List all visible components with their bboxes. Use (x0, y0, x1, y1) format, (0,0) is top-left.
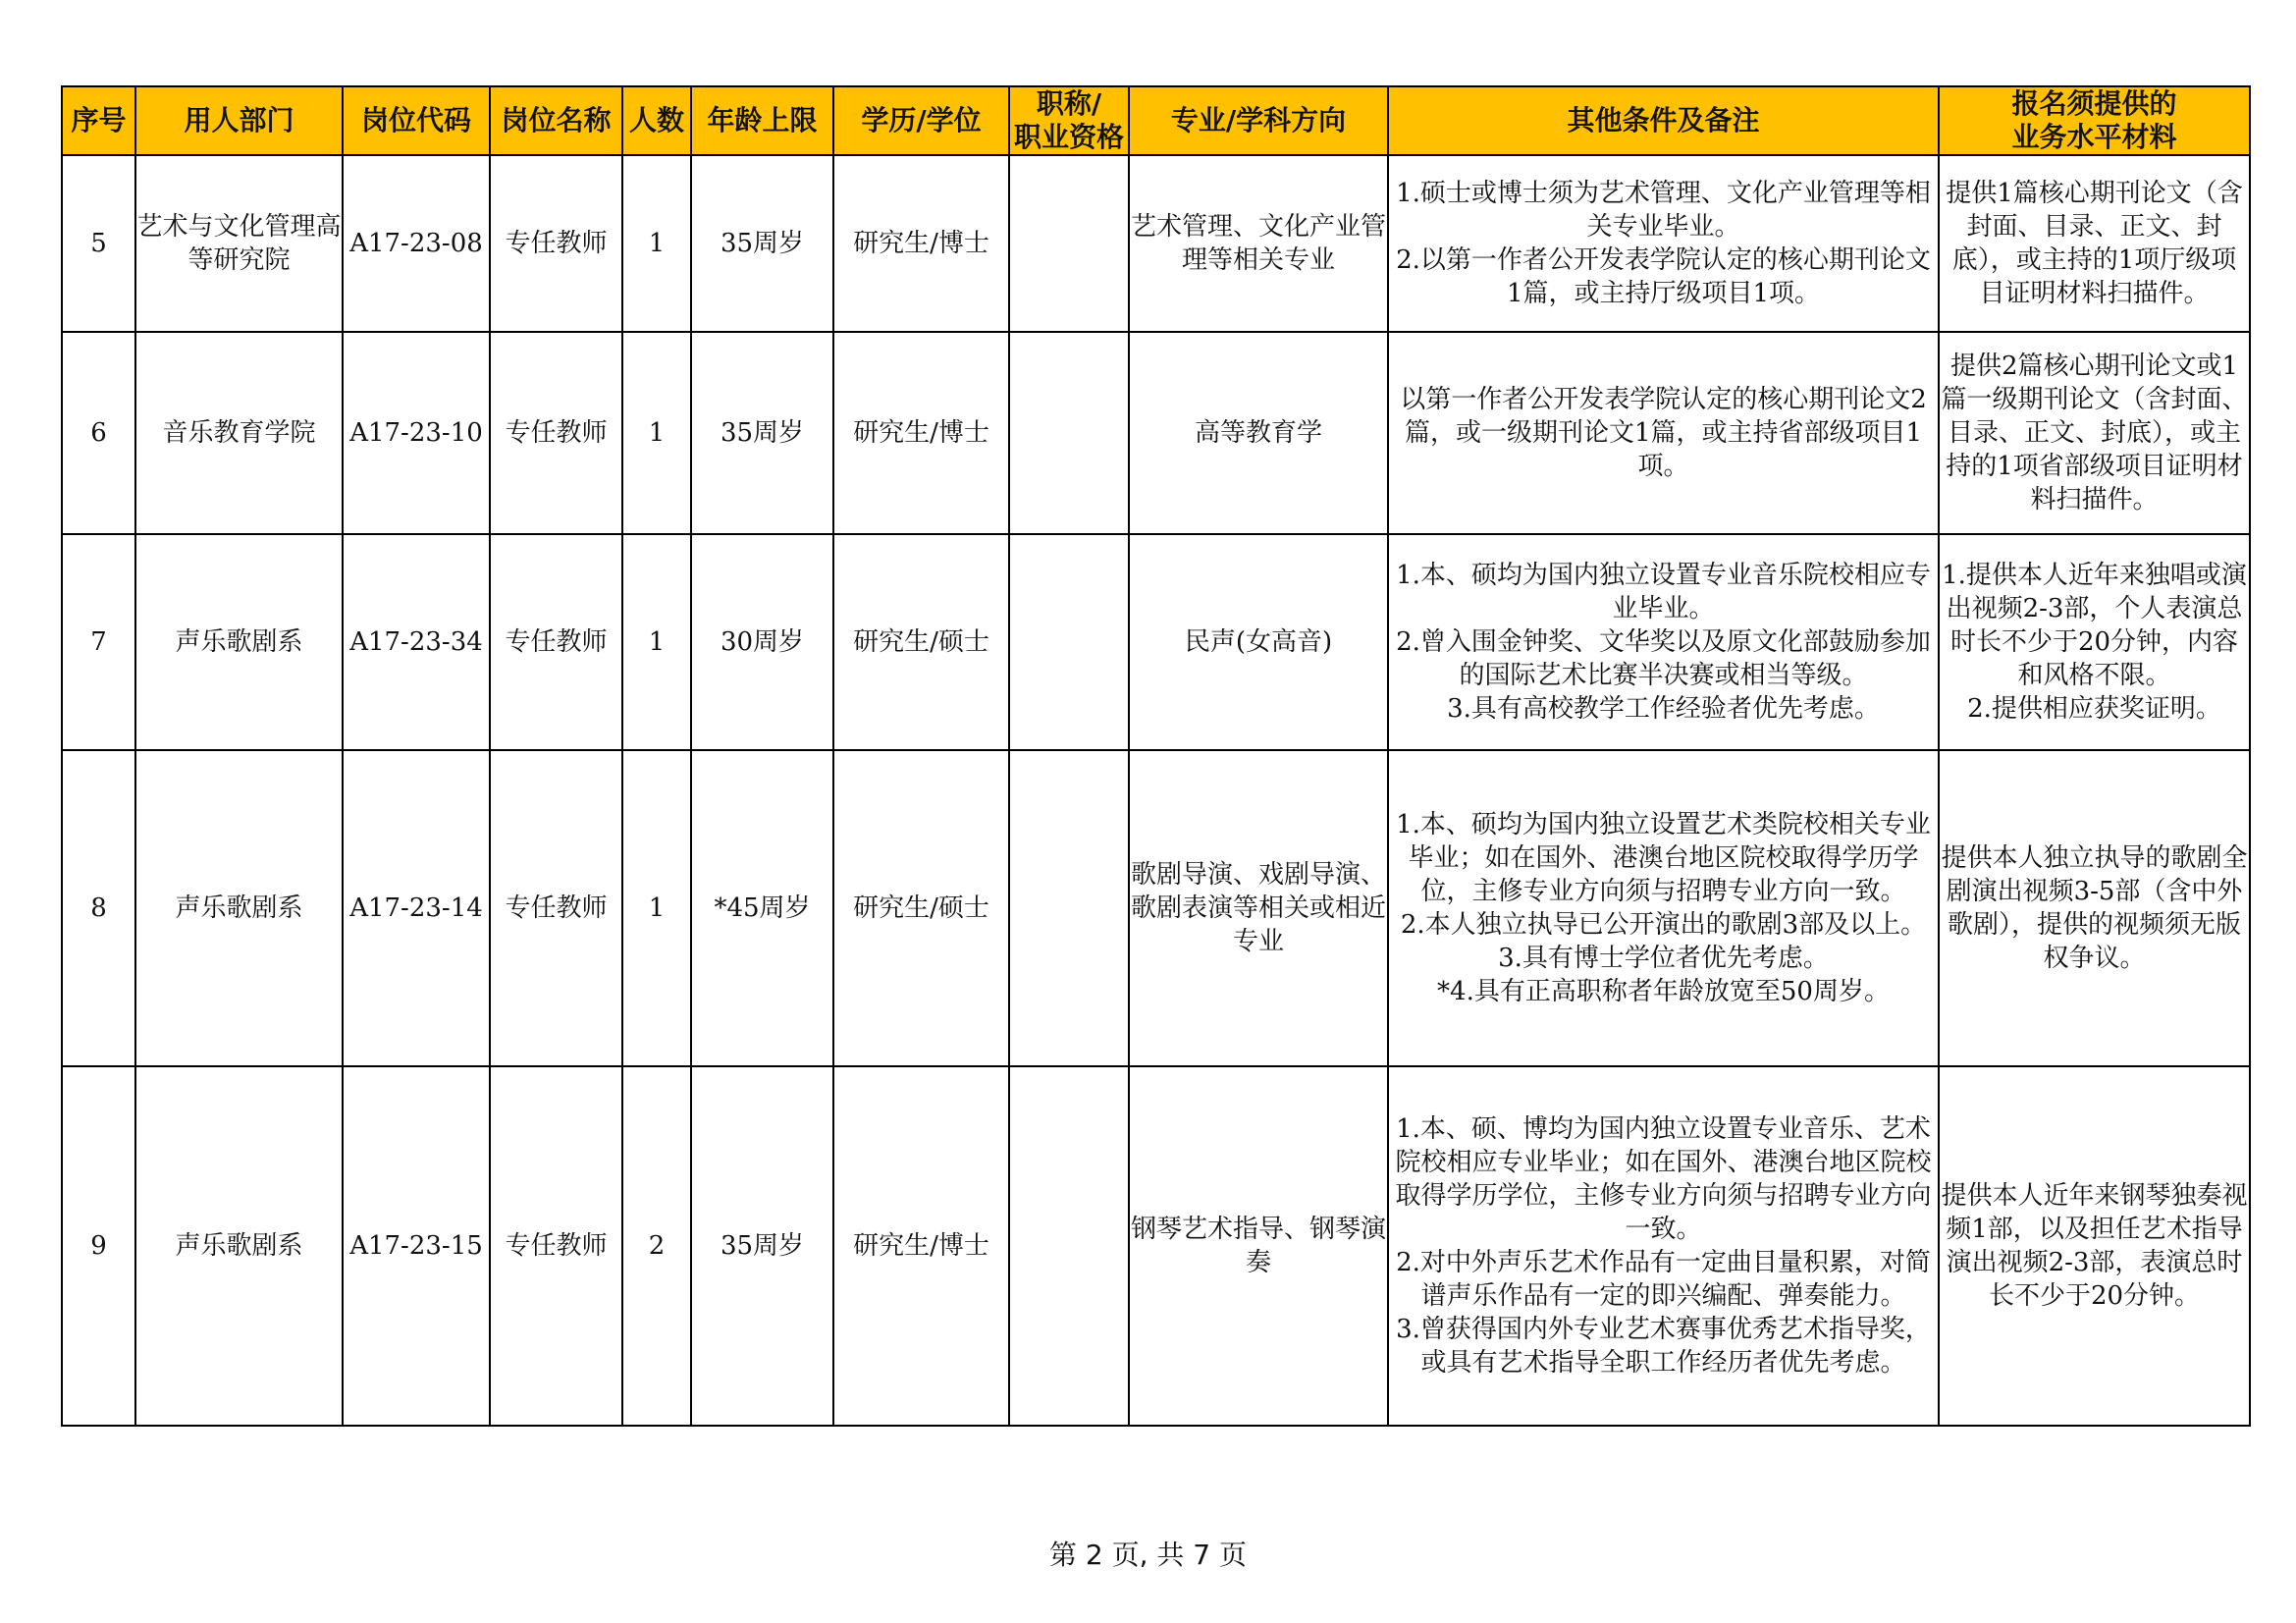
table-row (62, 155, 2250, 332)
cell-code: A17-23-08 (343, 155, 490, 332)
header-cond: 其他条件及备注 (1388, 86, 1939, 155)
cell-title: 专任教师 (490, 750, 622, 1066)
table-row (62, 534, 2250, 750)
cell-cond: 以第一作者公开发表学院认定的核心期刊论文2篇，或一级期刊论文1篇，或主持省部级项目1项。 (1388, 332, 1939, 534)
cell-count: 1 (622, 155, 691, 332)
cell-seq: 6 (62, 332, 135, 534)
cell-age: *45周岁 (691, 750, 833, 1066)
cell-dept: 艺术与文化管理高等研究院 (135, 155, 343, 332)
cell-dept: 音乐教育学院 (135, 332, 343, 534)
cell-cond: 1.本、硕均为国内独立设置艺术类院校相关专业毕业；如在国外、港澳台地区院校取得学历学位，主修专业方向须与招聘专业方向一致。 2.本人独立执导已公开演出的歌剧3部及以上。 3.具有博士学位者优先考虑。 *4.具有正高职称者年龄放宽至50周岁。 (1388, 750, 1939, 1066)
header-qual (1009, 86, 1129, 155)
cell-count: 1 (622, 750, 691, 1066)
cell-code: A17-23-10 (343, 332, 490, 534)
cell-cond: 1.本、硕均为国内独立设置专业音乐院校相应专业毕业。 2.曾入围金钟奖、文华奖以及原文化部鼓励参加的国际艺术比赛半决赛或相当等级。 3.具有高校教学工作经验者优先考虑。 (1388, 534, 1939, 750)
cell-qual (1009, 750, 1129, 1066)
cell-mat: 提供1篇核心期刊论文（含封面、目录、正文、封底），或主持的1项厅级项目证明材料扫描件。 (1939, 155, 2250, 332)
positions-table (61, 85, 2251, 1427)
cell-cond: 1.本、硕、博均为国内独立设置专业音乐、艺术院校相应专业毕业；如在国外、港澳台地区院校取得学历学位，主修专业方向须与招聘专业方向一致。 2.对中外声乐艺术作品有一定曲目量积累，对简谱声乐作品有一定的即兴编配、弹奏能力。 3.曾获得国内外专业艺术赛事优秀艺术指导奖，或具有艺术指导全职工作经历者优先考虑。 (1388, 1066, 1939, 1426)
cell-mat: 提供2篇核心期刊论文或1篇一级期刊论文（含封面、目录、正文、封底），或主持的1项省部级项目证明材料扫描件。 (1939, 332, 2250, 534)
header-dept: 用人部门 (135, 86, 343, 155)
table-row (62, 332, 2250, 534)
cell-edu: 研究生/硕士 (833, 534, 1009, 750)
cell-code: A17-23-14 (343, 750, 490, 1066)
cell-dept: 声乐歌剧系 (135, 750, 343, 1066)
table-header-row (62, 86, 2250, 155)
cell-mat: 1.提供本人近年来独唱或演出视频2-3部，个人表演总时长不少于20分钟，内容和风格不限。 2.提供相应获奖证明。 (1939, 534, 2250, 750)
table-row (62, 750, 2250, 1066)
cell-code: A17-23-34 (343, 534, 490, 750)
cell-count: 2 (622, 1066, 691, 1426)
cell-major: 钢琴艺术指导、钢琴演奏 (1129, 1066, 1388, 1426)
header-qual-label: 职称/ 职业资格 (1013, 87, 1124, 153)
cell-cond: 1.硕士或博士须为艺术管理、文化产业管理等相关专业毕业。 2.以第一作者公开发表学院认定的核心期刊论文1篇，或主持厅级项目1项。 (1388, 155, 1939, 332)
cell-count: 1 (622, 332, 691, 534)
cell-dept: 声乐歌剧系 (135, 1066, 343, 1426)
cell-dept: 声乐歌剧系 (135, 534, 343, 750)
header-title: 岗位名称 (490, 86, 622, 155)
cell-edu: 研究生/博士 (833, 155, 1009, 332)
cell-major: 艺术管理、文化产业管理等相关专业 (1129, 155, 1388, 332)
cell-qual (1009, 1066, 1129, 1426)
table-row (62, 1066, 2250, 1426)
header-edu: 学历/学位 (833, 86, 1009, 155)
cell-edu: 研究生/博士 (833, 1066, 1009, 1426)
cell-edu: 研究生/硕士 (833, 750, 1009, 1066)
cell-seq: 9 (62, 1066, 135, 1426)
cell-title: 专任教师 (490, 332, 622, 534)
cell-age: 35周岁 (691, 1066, 833, 1426)
cell-title: 专任教师 (490, 534, 622, 750)
cell-seq: 7 (62, 534, 135, 750)
cell-count: 1 (622, 534, 691, 750)
cell-age: 35周岁 (691, 332, 833, 534)
header-mat-label: 报名须提供的 业务水平材料 (2011, 87, 2177, 153)
cell-seq: 5 (62, 155, 135, 332)
cell-qual (1009, 534, 1129, 750)
cell-code: A17-23-15 (343, 1066, 490, 1426)
cell-qual (1009, 155, 1129, 332)
header-mat (1939, 86, 2250, 155)
cell-age: 35周岁 (691, 155, 833, 332)
cell-seq: 8 (62, 750, 135, 1066)
header-count: 人数 (622, 86, 691, 155)
cell-title: 专任教师 (490, 155, 622, 332)
cell-major: 歌剧导演、戏剧导演、歌剧表演等相关或相近专业 (1129, 750, 1388, 1066)
cell-mat: 提供本人近年来钢琴独奏视频1部，以及担任艺术指导演出视频2-3部，表演总时长不少于20分钟。 (1939, 1066, 2250, 1426)
header-seq: 序号 (62, 86, 135, 155)
header-age: 年龄上限 (691, 86, 833, 155)
page-footer: 第 2 页, 共 7 页 (1048, 1539, 1248, 1571)
cell-major: 民声(女高音) (1129, 534, 1388, 750)
header-code: 岗位代码 (343, 86, 490, 155)
cell-major: 高等教育学 (1129, 332, 1388, 534)
cell-edu: 研究生/博士 (833, 332, 1009, 534)
cell-mat: 提供本人独立执导的歌剧全剧演出视频3-5部（含中外歌剧），提供的视频须无版权争议。 (1939, 750, 2250, 1066)
cell-age: 30周岁 (691, 534, 833, 750)
cell-qual (1009, 332, 1129, 534)
cell-title: 专任教师 (490, 1066, 622, 1426)
header-major: 专业/学科方向 (1129, 86, 1388, 155)
